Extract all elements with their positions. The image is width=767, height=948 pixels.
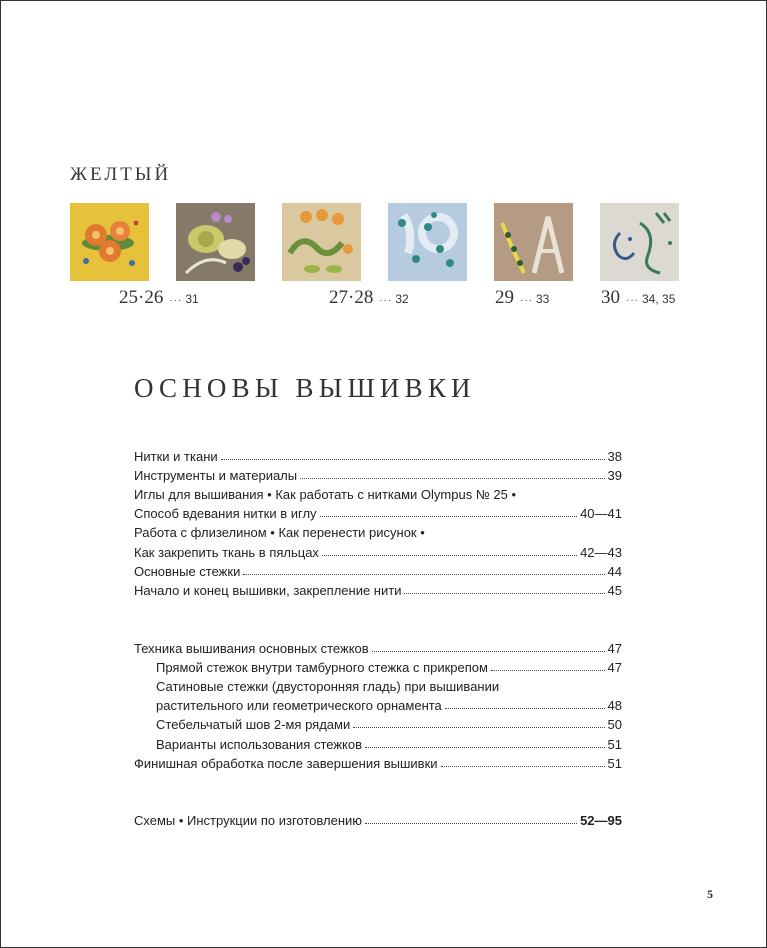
thumbnail-25[interactable] [70,203,149,281]
embroidery-image [282,203,361,281]
page-ref: 32 [395,292,409,306]
caption-30: 30 ··· 34, 35 [601,287,676,308]
toc-entry[interactable]: Основные стежки 44 [134,564,622,579]
toc-entry[interactable]: Техника вышивания основных стежков 47 [134,641,622,656]
thumbnail-30[interactable] [600,203,679,281]
thumbnail-28[interactable] [388,203,467,281]
caption-27-28: 27·28 ··· 32 [329,287,409,308]
page-ref: 33 [536,292,550,306]
item-number: 29 [495,287,514,308]
page-title: ОСНОВЫ ВЫШИВКИ [134,373,476,403]
toc-entry[interactable]: Инструменты и материалы 39 [134,468,622,483]
thumbnail-26[interactable] [176,203,255,281]
item-number: 25·26 [119,287,164,308]
toc-entry[interactable]: Нитки и ткани 38 [134,449,622,464]
toc-subentry[interactable]: Варианты использования стежков 51 [156,737,622,752]
page-ref: 34, 35 [642,292,676,306]
toc-subentry[interactable]: Прямой стежок внутри тамбурного стежка с прикрепом 47 [156,660,622,675]
toc-entry[interactable]: Финишная обработка после завершения вышивки 51 [134,756,622,771]
toc-entry[interactable]: Работа с флизелином • Как перенести рисунок • [134,525,425,540]
embroidery-image [70,203,149,281]
caption-29: 29 ··· 33 [495,287,550,308]
toc-entry[interactable]: Иглы для вышивания • Как работать с нитками Olympus № 25 • [134,487,516,502]
page-number: 5 [707,887,713,901]
toc-subentry[interactable]: растительного или геометрического орнамента 48 [156,698,622,713]
thumbnail-27[interactable] [282,203,361,281]
caption-25-26: 25·26 ··· 31 [119,287,199,308]
toc-subentry[interactable]: Сатиновые стежки (двусторонняя гладь) при вышивании [156,679,500,694]
section-label: ЖЕЛТЫЙ [70,164,172,185]
embroidery-image [388,203,467,281]
item-number: 30 [601,287,620,308]
toc-subentry[interactable]: Стебельчатый шов 2-мя рядами 50 [156,717,622,732]
page-ref: 31 [185,292,199,306]
toc-entry[interactable]: Схемы • Инструкции по изготовлению 52—95 [134,813,622,828]
embroidery-image [494,203,573,281]
toc-entry[interactable]: Как закрепить ткань в пяльцах 42—43 [134,545,622,560]
toc-entry[interactable]: Начало и конец вышивки, закрепление нити 45 [134,583,622,598]
embroidery-image [600,203,679,281]
item-number: 27·28 [329,287,374,308]
thumbnail-29[interactable] [494,203,573,281]
embroidery-image [176,203,255,281]
toc-entry[interactable]: Способ вдевания нитки в иглу 40—41 [134,506,622,521]
